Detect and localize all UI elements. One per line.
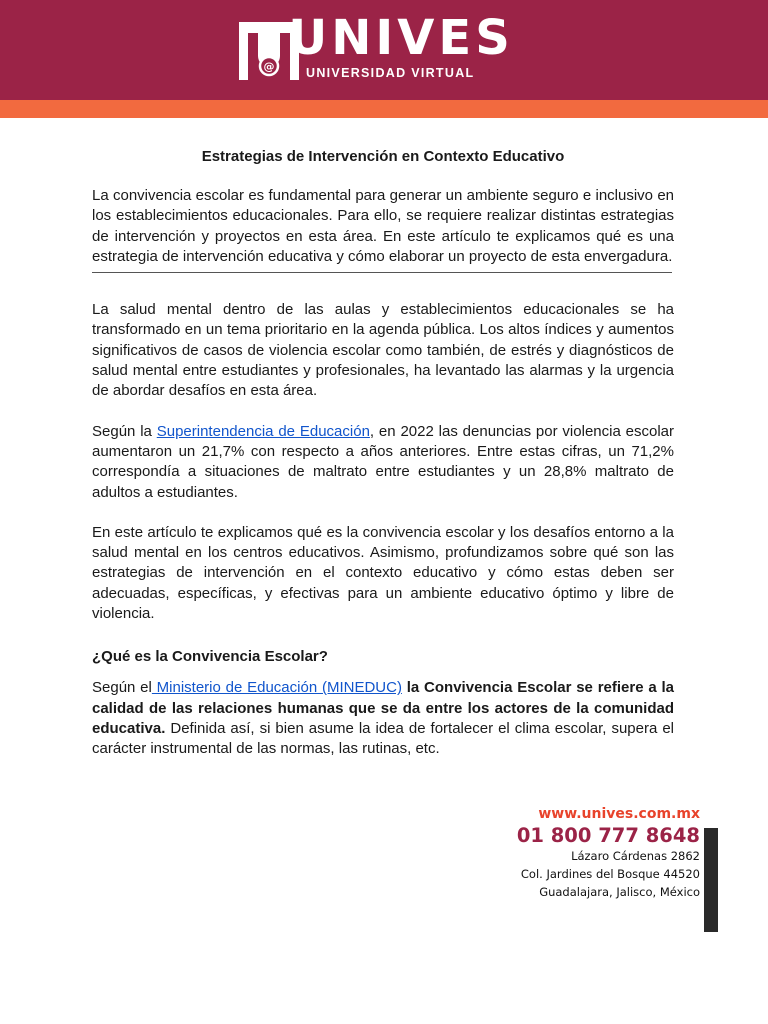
address-line-2: Col. Jardines del Bosque 44520 [520, 867, 700, 881]
paragraph-salud-mental: La salud mental dentro de las aulas y establecimientos educacionales se ha transformado en un tema prioritario en la agenda pública. Los altos índices y aumentos significativos de casos de violencia escolar como también, de estrés y diagnósticos de salud mental entre estudiantes y profesionales, ha levantado las alarmas y la urgencia de abordar desafíos en esta área. [92, 301, 674, 400]
unives-wordmark [288, 10, 514, 66]
superintendencia-link[interactable]: Superintendencia de Educación [156, 422, 370, 440]
header-banner [0, 0, 768, 100]
contact-side-bar [704, 828, 718, 932]
document-title: Estrategias de Intervención en Contexto Educativo [201, 148, 565, 165]
document-body [92, 148, 674, 760]
definition-bold: la Convivencia Escolar se refiere a la calidad de las relaciones humanas que se da entre los actores de la comunidad educativa. [92, 679, 675, 737]
header-accent-stripe [0, 100, 768, 118]
brand-subtitle: UNIVERSIDAD VIRTUAL [306, 66, 475, 80]
paragraph-articulo: En este artículo te explicamos qué es la convivencia escolar y los desafíos entorno a la salud mental en los centros educativos. Asimismo, profundizamos sobre qué son las estrategias de intervención en el contexto educativo y cómo estas deben ser adecuadas, específicas, y efectivas para un ambiente educativo óptimo y libre de violencia. [92, 523, 674, 623]
paragraph-superintendencia: Según la Superintendencia de Educación, en 2022 las denuncias por violencia escolar aumentaron un 21,7% con respecto a años anteriores. Entre estas cifras, un 71,2% correspondía a situaciones de maltrato entre estudiantes y un 28,8% maltrato de adultos a estudiantes. [92, 422, 675, 501]
svg-text:@: @ [263, 60, 275, 73]
section-divider [92, 272, 672, 273]
address-line-1: Lázaro Cárdenas 2862 [571, 849, 700, 863]
intro-paragraph: La convivencia escolar es fundamental para generar un ambiente seguro e inclusivo en los establecimientos educacionales. Para ello, se requiere realizar distintas estrategias de intervención y proyectos en esta área. En este artículo te explicamos qué es una estrategia de intervención educativa y cómo elaborar un proyecto de esta envergadura. [92, 187, 674, 265]
contact-block [500, 806, 700, 901]
svg-text:UNIVES: UNIVES [288, 10, 514, 66]
section-heading-convivencia: ¿Qué es la Convivencia Escolar? [92, 648, 328, 666]
website-link[interactable]: www.unives.com.mx [538, 806, 700, 822]
address-line-3: Guadalajara, Jalisco, México [539, 885, 700, 899]
paragraph-mineduc: Según el Ministerio de Educación (MINEDUC) la Convivencia Escolar se refiere a la calidad de las relaciones humanas que se da entre los actores de la comunidad educativa. Definida así, si bien asume la idea de fortalecer el clima escolar, supera el carácter instrumental de las normas, las rutinas, etc. [92, 679, 675, 758]
phone-number: 01 800 777 8648 [516, 824, 700, 847]
mineduc-link[interactable]: Ministerio de Educación (MINEDUC) [151, 679, 402, 697]
